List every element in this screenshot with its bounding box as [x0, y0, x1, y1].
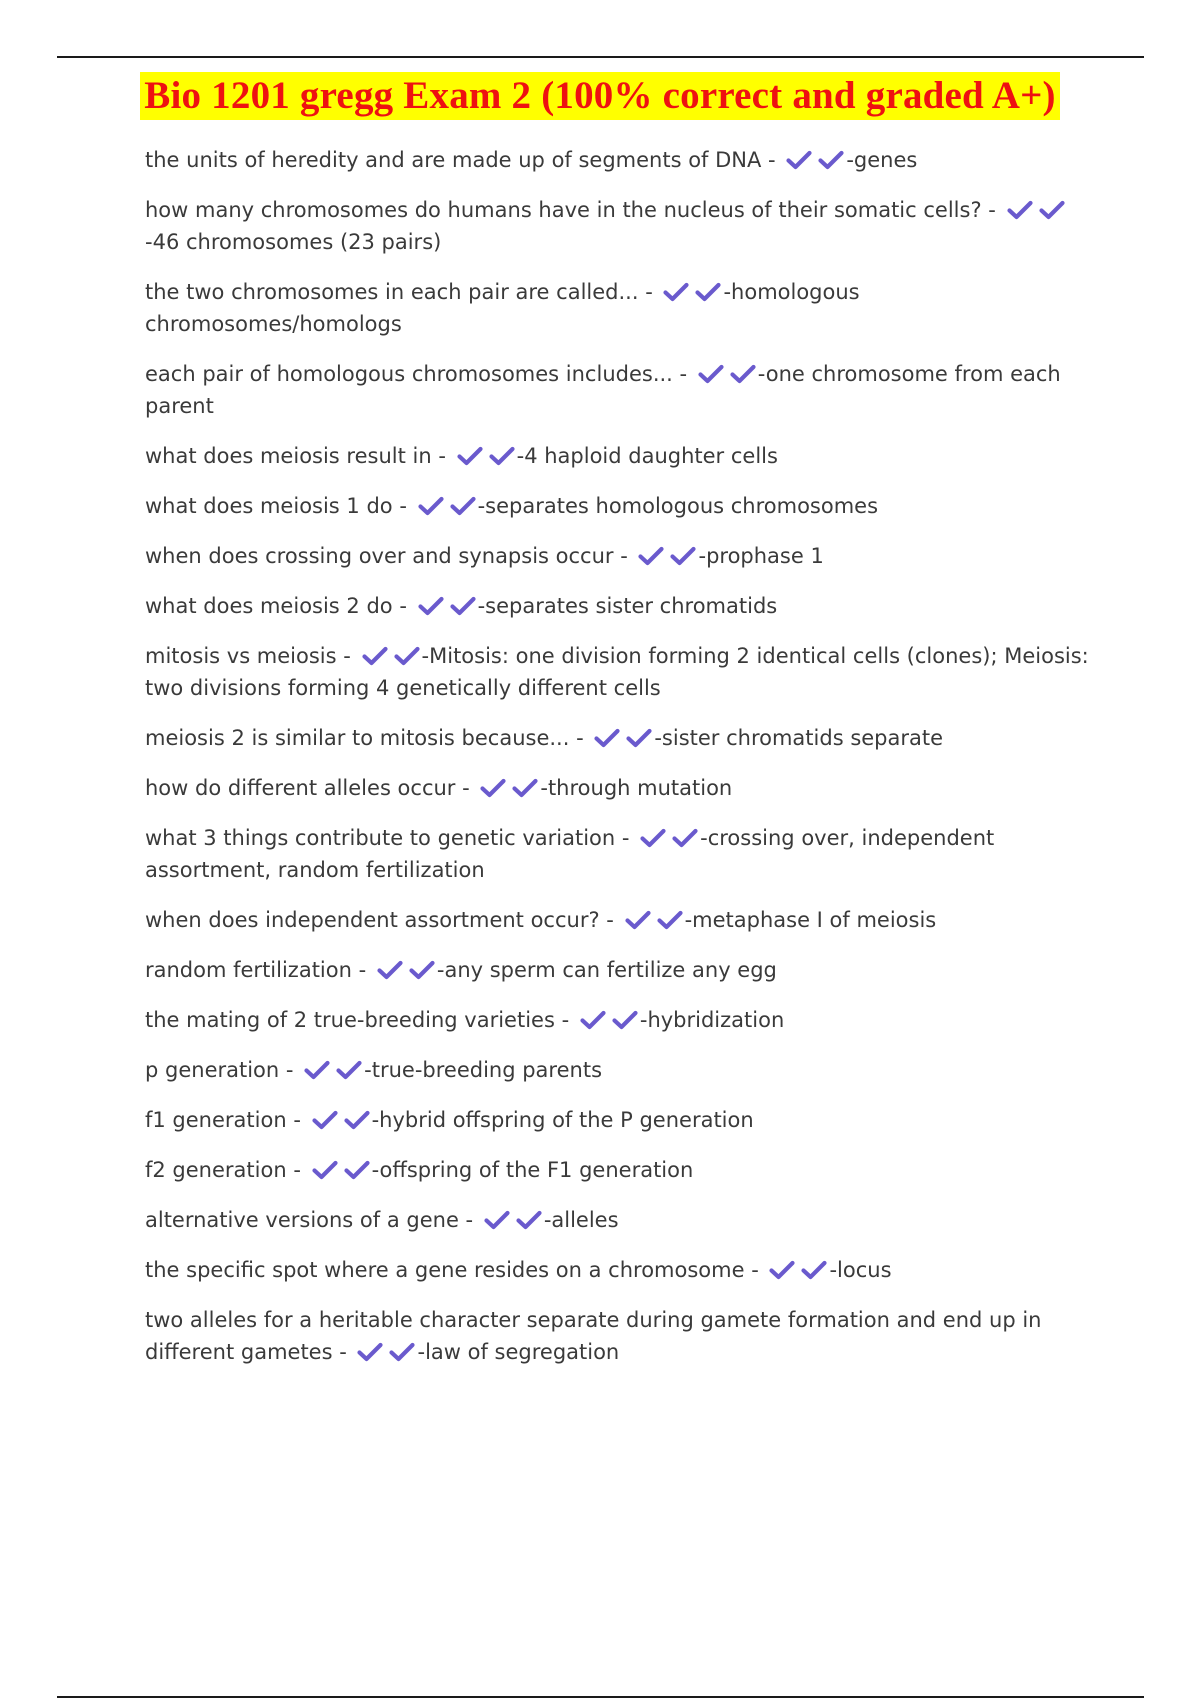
answer-text: law of segregation — [425, 1340, 620, 1364]
qa-item: what does meiosis 1 do - -separates homologous chromosomes — [145, 494, 879, 518]
qa-item: meiosis 2 is similar to mitosis because... - -sister chromatids separate — [145, 726, 944, 750]
question-text: the specific spot where a gene resides on a chromosome — [145, 1258, 745, 1282]
answer-text: true-breeding parents — [371, 1058, 603, 1082]
check-icon — [377, 960, 403, 980]
answer-text: crossing over, independent assortment, random fertilization — [145, 826, 995, 882]
title-container — [0, 72, 1200, 120]
question-text: the two chromosomes in each pair are called... — [145, 280, 639, 304]
question-text: how do different alleles occur — [145, 776, 456, 800]
check-icon — [336, 1060, 362, 1080]
check-icon — [801, 1260, 827, 1280]
check-icon — [638, 546, 664, 566]
question-text: mitosis vs meiosis — [145, 644, 337, 668]
check-icon — [1007, 200, 1033, 220]
qa-item: when does independent assortment occur? - -metaphase I of meiosis — [145, 908, 937, 932]
top-rule — [57, 56, 1144, 58]
question-text: what does meiosis 2 do — [145, 594, 393, 618]
answer-text: any sperm can fertilize any egg — [444, 958, 777, 982]
check-icon — [516, 1210, 542, 1230]
answer-text: through mutation — [547, 776, 733, 800]
qa-item: mitosis vs meiosis - -Mitosis: one division forming 2 identical cells (clones); Meiosis: two divisions forming 4 genetically different cells — [145, 644, 1089, 700]
check-icon — [489, 446, 515, 466]
qa-item: f2 generation - -offspring of the F1 generation — [145, 1158, 694, 1182]
qa-list — [145, 144, 1095, 1386]
qa-item: f1 generation - -hybrid offspring of the P generation — [145, 1108, 754, 1132]
check-icon — [512, 778, 538, 798]
qa-item: the two chromosomes in each pair are called... - -homologous chromosomes/homologs — [145, 280, 860, 336]
check-icon — [312, 1110, 338, 1130]
check-icon — [418, 596, 444, 616]
answer-text: prophase 1 — [706, 544, 824, 568]
answer-text: Mitosis: one division forming 2 identical cells (clones); Meiosis: two divisions forming 4 genetically different cells — [145, 644, 1089, 700]
qa-item: alternative versions of a gene - -alleles — [145, 1208, 619, 1232]
qa-item: p generation - -true-breeding parents — [145, 1058, 603, 1082]
qa-item: two alleles for a heritable character separate during gamete formation and end up in different gametes - -law of segregation — [145, 1308, 1042, 1364]
check-icon — [625, 910, 651, 930]
answer-text: 4 haploid daughter cells — [524, 444, 778, 468]
question-text: when does crossing over and synapsis occur — [145, 544, 614, 568]
question-text: what does meiosis result in — [145, 444, 432, 468]
check-icon — [344, 1160, 370, 1180]
check-icon — [672, 828, 698, 848]
check-icon — [580, 1010, 606, 1030]
qa-item: the mating of 2 true-breeding varieties - -hybridization — [145, 1008, 785, 1032]
check-icon — [409, 960, 435, 980]
qa-item: how many chromosomes do humans have in the nucleus of their somatic cells? - -46 chromosomes (23 pairs) — [145, 194, 1095, 258]
bottom-rule — [57, 1696, 1144, 1698]
check-icon — [357, 1342, 383, 1362]
check-icon — [418, 496, 444, 516]
check-icon — [670, 546, 696, 566]
qa-item: how do different alleles occur - -through mutation — [145, 776, 733, 800]
question-text: each pair of homologous chromosomes includes... — [145, 362, 673, 386]
check-icon — [304, 1060, 330, 1080]
check-icon — [450, 596, 476, 616]
question-text: two alleles for a heritable character separate during gamete formation and end up in different gametes — [145, 1308, 1042, 1364]
question-text: the units of heredity and are made up of segments of DNA — [145, 148, 762, 172]
answer-text: hybridization — [647, 1008, 785, 1032]
question-text: what does meiosis 1 do — [145, 494, 393, 518]
check-icon — [480, 778, 506, 798]
answer-text: genes — [853, 148, 918, 172]
answer-text: metaphase I of meiosis — [692, 908, 937, 932]
check-icon — [389, 1342, 415, 1362]
check-icon — [657, 910, 683, 930]
check-icon — [626, 728, 652, 748]
question-text: f2 generation — [145, 1158, 287, 1182]
question-text: alternative versions of a gene — [145, 1208, 459, 1232]
check-icon — [640, 828, 666, 848]
check-icon — [394, 646, 420, 666]
question-text: what 3 things contribute to genetic variation — [145, 826, 616, 850]
qa-item: what does meiosis 2 do - -separates sister chromatids — [145, 594, 778, 618]
document-title: Bio 1201 gregg Exam 2 (100% correct and graded A+) — [140, 72, 1059, 120]
answer-text: one chromosome from each parent — [145, 362, 1061, 418]
question-text: random fertilization — [145, 958, 352, 982]
question-text: f1 generation — [145, 1108, 287, 1132]
answer-text: separates homologous chromosomes — [485, 494, 879, 518]
check-icon — [344, 1110, 370, 1130]
answer-text: offspring of the F1 generation — [379, 1158, 694, 1182]
qa-item: random fertilization - -any sperm can fertilize any egg — [145, 958, 777, 982]
question-text: when does independent assortment occur? — [145, 908, 600, 932]
check-icon — [1039, 200, 1065, 220]
question-text: how many chromosomes do humans have in the nucleus of their somatic cells? — [145, 198, 982, 222]
answer-text: locus — [837, 1258, 892, 1282]
check-icon — [730, 364, 756, 384]
answer-text: 46 chromosomes (23 pairs) — [152, 230, 442, 254]
qa-item: what 3 things contribute to genetic variation - -crossing over, independent assortment, random fertilization — [145, 826, 995, 882]
check-icon — [786, 150, 812, 170]
qa-item: when does crossing over and synapsis occur - -prophase 1 — [145, 544, 824, 568]
check-icon — [698, 364, 724, 384]
check-icon — [818, 150, 844, 170]
check-icon — [663, 282, 689, 302]
check-icon — [612, 1010, 638, 1030]
qa-item: the units of heredity and are made up of segments of DNA - -genes — [145, 148, 918, 172]
answer-text: alleles — [551, 1208, 619, 1232]
check-icon — [594, 728, 620, 748]
answer-text: hybrid offspring of the P generation — [379, 1108, 754, 1132]
check-icon — [312, 1160, 338, 1180]
check-icon — [484, 1210, 510, 1230]
qa-item: each pair of homologous chromosomes includes... - -one chromosome from each parent — [145, 362, 1061, 418]
check-icon — [457, 446, 483, 466]
question-text: p generation — [145, 1058, 280, 1082]
answer-text: sister chromatids separate — [661, 726, 944, 750]
check-icon — [769, 1260, 795, 1280]
question-text: the mating of 2 true-breeding varieties — [145, 1008, 555, 1032]
question-text: meiosis 2 is similar to mitosis because... — [145, 726, 570, 750]
check-icon — [695, 282, 721, 302]
answer-text: separates sister chromatids — [485, 594, 778, 618]
check-icon — [450, 496, 476, 516]
answer-text: homologous chromosomes/homologs — [145, 280, 860, 336]
qa-item: the specific spot where a gene resides on a chromosome - -locus — [145, 1258, 892, 1282]
qa-item: what does meiosis result in - -4 haploid daughter cells — [145, 444, 778, 468]
check-icon — [362, 646, 388, 666]
